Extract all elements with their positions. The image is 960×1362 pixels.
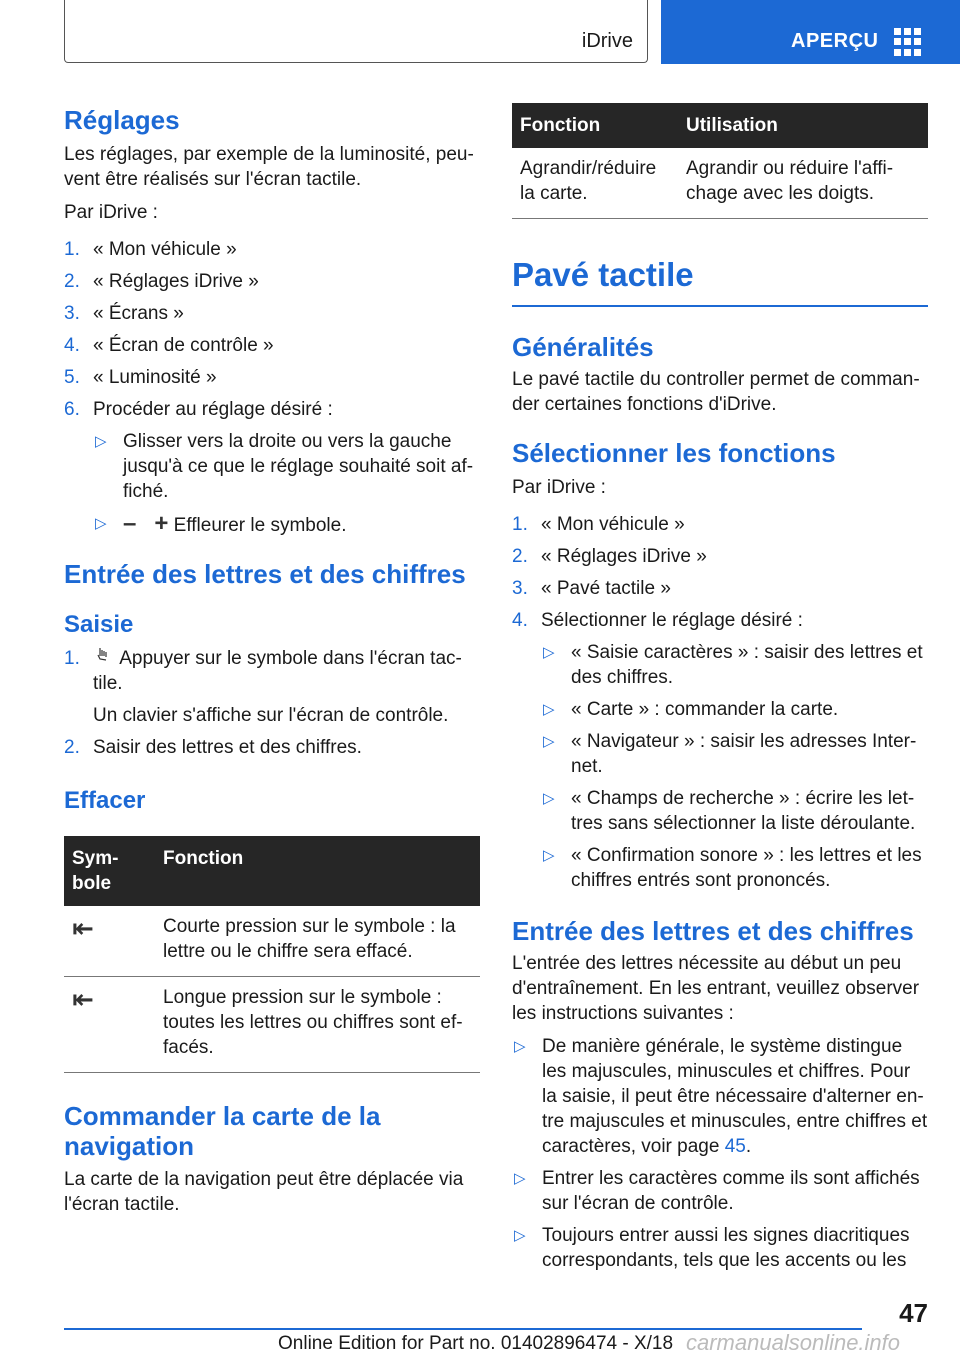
list-item: 2. Saisir des lettres et des chiffres.	[64, 737, 362, 758]
header-section-label: iDrive	[581, 30, 633, 52]
backspace-icon: ⇤	[72, 913, 94, 943]
table-row	[64, 977, 480, 1073]
header-overview-label: APERÇU	[791, 30, 879, 52]
table-cell: Longue pression sur le symbole : toutes les lettres ou chiffres sont ef-facés.	[155, 977, 480, 1073]
entree-bullets	[512, 1034, 928, 1273]
section-title-selection: Sélectionner les fonctions	[512, 438, 836, 468]
page-link-45[interactable]: 45	[724, 1136, 746, 1157]
triangle-bullet-icon: ▷	[543, 733, 555, 750]
subsection-title-saisie: Saisie	[64, 611, 134, 638]
section-title-commander: Commander la carte de la navigation	[64, 1101, 381, 1161]
list-item: ▷ Glisser vers la droite ou vers la gauche jusqu'à ce que le réglage souhaité soit af-fiché.	[95, 431, 474, 502]
list-item: ▷ « Carte » : commander la carte.	[543, 699, 839, 720]
triangle-bullet-icon: ▷	[514, 1227, 526, 1244]
reglages-par-idrive: Par iDrive :	[64, 202, 158, 223]
list-item: ▷ – + Effleurer le symbole.	[95, 510, 347, 537]
table-cell: Courte pression sur le symbole : la lettre ou le chiffre sera effacé.	[155, 906, 480, 977]
table-row	[64, 906, 480, 977]
list-item: ▷ « Saisie caractères » : saisir des lettres et des chiffres.	[543, 642, 923, 688]
effacer-table	[64, 836, 480, 1073]
list-item: 1. « Mon véhicule »	[512, 514, 685, 535]
section-title-generalites: Généralités	[512, 332, 654, 362]
watermark: carmanualsonline.info	[686, 1330, 901, 1355]
list-item: ▷ Entrer les caractères comme ils sont affichés sur l'écran de contrôle.	[514, 1168, 920, 1214]
saisie-note: Un clavier s'affiche sur l'écran de contrôle.	[93, 705, 449, 726]
minus-icon: –	[123, 510, 137, 537]
triangle-bullet-icon: ▷	[543, 701, 555, 718]
triangle-bullet-icon: ▷	[543, 644, 555, 661]
reglages-steps	[64, 237, 480, 422]
table-cell: Agrandir/réduire la carte.	[512, 148, 678, 219]
backspace-icon: ⇤	[72, 984, 94, 1014]
grid-icon[interactable]	[894, 28, 922, 56]
saisie-steps	[64, 646, 480, 760]
subsection-title-effacer: Effacer	[64, 787, 146, 814]
commander-text: La carte de la navigation peut être déplacée via l'écran tactile.	[64, 1169, 464, 1215]
page-number: 47	[899, 1298, 928, 1328]
footer-edition: Online Edition for Part no. 01402896474 - X/18	[278, 1333, 674, 1354]
table-header: Fonction	[512, 103, 678, 148]
triangle-bullet-icon: ▷	[543, 790, 555, 807]
entree-intro: L'entrée des lettres nécessite au début un peu d'entraînement. En les entrant, veuillez observer les instructions suivantes :	[512, 953, 920, 1024]
list-item: ▷ De manière générale, le système distingue les majuscules, minuscules et chiffres. Pour la saisie, il peut être nécessaire d'alterner en-tre majuscules et minuscules, entre chiffres et caractères, voir page 45.	[514, 1036, 928, 1157]
section-title-pave: Pavé tactile	[512, 255, 928, 307]
triangle-bullet-icon: ▷	[514, 1038, 526, 1055]
generalites-text: Le pavé tactile du controller permet de comman-der certaines fonctions d'iDrive.	[512, 369, 920, 415]
list-item: 2. « Réglages iDrive »	[512, 546, 707, 567]
selection-steps	[512, 512, 928, 633]
table-header: Utilisation	[678, 103, 928, 148]
carte-table	[512, 103, 928, 219]
section-title-reglages: Réglages	[64, 105, 180, 135]
triangle-bullet-icon: ▷	[543, 847, 555, 864]
selection-bullets	[541, 640, 928, 893]
list-item: ▷ « Champs de recherche » : écrire les let-tres sans sélectionner la liste déroulante.	[543, 788, 916, 834]
reglages-bullets	[93, 429, 480, 538]
list-item: ▷ « Navigateur » : saisir les adresses Inter-net.	[543, 731, 917, 777]
reglages-intro: Les réglages, par exemple de la luminosité, peu-vent être réalisés sur l'écran tactile.	[64, 144, 474, 190]
table-row	[512, 148, 928, 219]
left-column	[64, 100, 480, 1217]
triangle-bullet-icon: ▷	[514, 1170, 526, 1187]
list-item: 4. « Écran de contrôle »	[64, 335, 274, 356]
section-title-entree-right: Entrée des lettres et des chiffres	[512, 916, 914, 946]
header-overview-tab[interactable]	[661, 0, 960, 64]
table-header: Fonction	[155, 836, 480, 906]
touch-hand-icon	[93, 646, 115, 671]
table-cell: Agrandir ou réduire l'affi-chage avec les doigts.	[678, 148, 928, 219]
list-item: 3. « Pavé tactile »	[512, 578, 671, 599]
right-column	[512, 103, 928, 1273]
list-item: 3. « Écrans »	[64, 303, 184, 324]
section-title-entree: Entrée des lettres et des chiffres	[64, 559, 466, 589]
table-header: Sym-bole	[64, 836, 155, 906]
list-item: 5. « Luminosité »	[64, 367, 217, 388]
list-item: 1. Appuyer sur le symbole dans l'écran tac-tile. Un clavier s'affiche sur l'écran de contrôle.	[64, 646, 480, 728]
list-item: ▷ « Confirmation sonore » : les lettres et les chiffres entrés sont prononcés.	[543, 845, 922, 891]
list-item: 1. « Mon véhicule »	[64, 239, 237, 260]
header-left-tab	[64, 0, 648, 63]
list-item: ▷ Toujours entrer aussi les signes diacritiques correspondants, tels que les accents ou les	[514, 1225, 910, 1271]
list-item: 2. « Réglages iDrive »	[64, 271, 259, 292]
triangle-bullet-icon: ▷	[95, 433, 107, 450]
plus-icon: +	[154, 510, 169, 537]
triangle-bullet-icon: ▷	[95, 515, 107, 532]
selection-par-idrive: Par iDrive :	[512, 477, 606, 498]
list-item: 4. Sélectionner le réglage désiré :	[512, 610, 803, 631]
list-item: 6. Procéder au réglage désiré :	[64, 399, 333, 420]
